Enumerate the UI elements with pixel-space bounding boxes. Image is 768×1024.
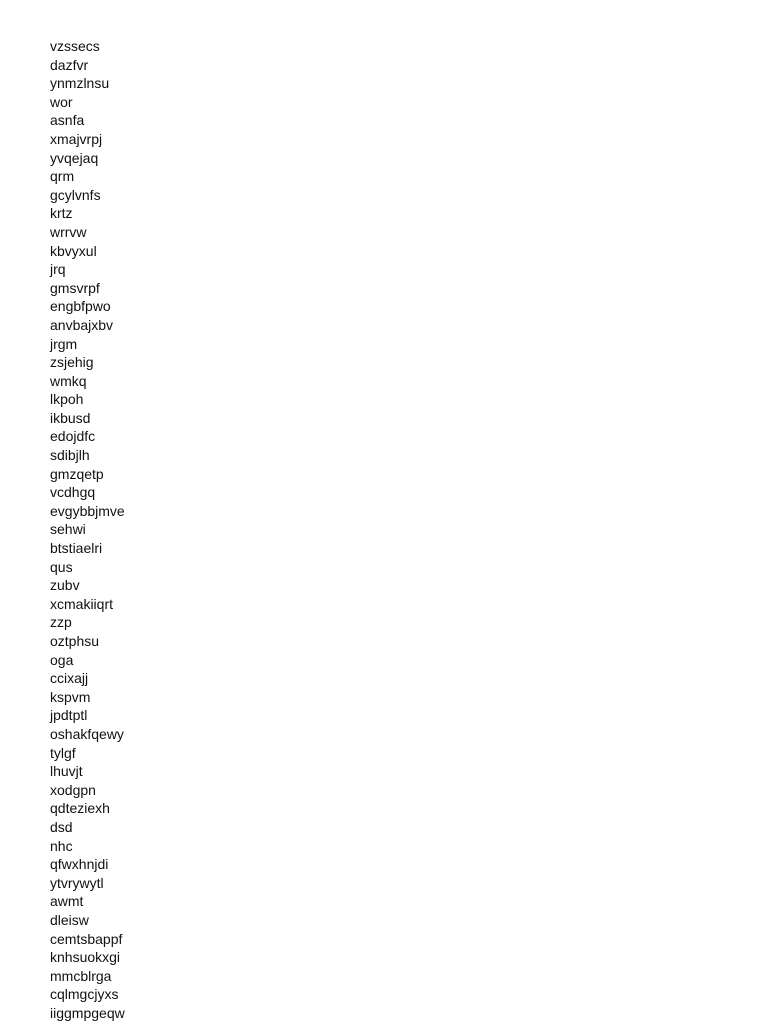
list-item: lkpoh [50, 391, 84, 408]
list-item: tylgf [50, 744, 76, 761]
list-item: ccixajj [50, 670, 89, 687]
list-item: anvbajxbv [50, 316, 114, 333]
list-item: btstiaelri [50, 540, 103, 557]
list-item: dazfvr [50, 56, 89, 73]
list-item: sdibjlh [50, 447, 90, 464]
list-item: kspvm [50, 688, 91, 705]
list-item: dsd [50, 818, 73, 835]
list-item: zzp [50, 614, 72, 631]
list-item: krtz [50, 205, 73, 222]
list-item: oga [50, 651, 74, 668]
list-item: nhc [50, 837, 73, 854]
list-item: xcmakiiqrt [50, 595, 114, 612]
list-item: cemtsbappf [50, 930, 123, 947]
list-item: qfwxhnjdi [50, 856, 109, 873]
list-item: iiggmpgeqw [50, 1004, 125, 1021]
list-item: vzssecs [50, 38, 100, 54]
word-list [50, 37, 125, 1022]
list-item: oztphsu [50, 633, 100, 649]
list-item: sehwi [50, 521, 86, 538]
list-item: gmsvrpf [50, 279, 100, 296]
list-item: yvqejaq [50, 149, 99, 166]
list-item: edojdfc [50, 428, 96, 445]
list-item: ytvrywytl [50, 874, 104, 891]
list-item: wmkq [50, 372, 87, 389]
list-item: xodgpn [50, 781, 96, 798]
list-item: jpdtptl [50, 707, 88, 724]
list-item: gcylvnfs [50, 186, 101, 203]
list-item: oshakfqewy [50, 725, 124, 742]
list-item: wor [50, 93, 73, 110]
list-item: jrgm [50, 335, 78, 352]
list-item: lhuvjt [50, 763, 83, 780]
list-item: mmcblrga [50, 967, 112, 984]
list-item: ikbusd [50, 409, 91, 426]
list-item: engbfpwo [50, 298, 111, 315]
list-item: awmt [50, 893, 84, 910]
list-item: qrm [50, 168, 75, 185]
list-item: wrrvw [50, 223, 87, 240]
list-item: gmzqetp [50, 465, 104, 482]
list-item: qdteziexh [50, 800, 110, 817]
list-item: knhsuokxgi [50, 949, 121, 966]
list-item: jrq [50, 261, 66, 278]
list-item: asnfa [50, 112, 85, 129]
list-item: ynmzlnsu [50, 75, 110, 92]
list-item: cqlmgcjyxs [50, 986, 119, 1003]
list-item: zubv [50, 577, 80, 594]
list-item: evgybbjmve [50, 502, 125, 519]
list-item: vcdhgq [50, 484, 96, 501]
list-item: kbvyxul [50, 242, 97, 259]
list-item: dleisw [50, 911, 89, 928]
list-item: qus [50, 558, 73, 575]
list-item: xmajvrpj [50, 130, 103, 147]
list-item: zsjehig [50, 354, 94, 371]
